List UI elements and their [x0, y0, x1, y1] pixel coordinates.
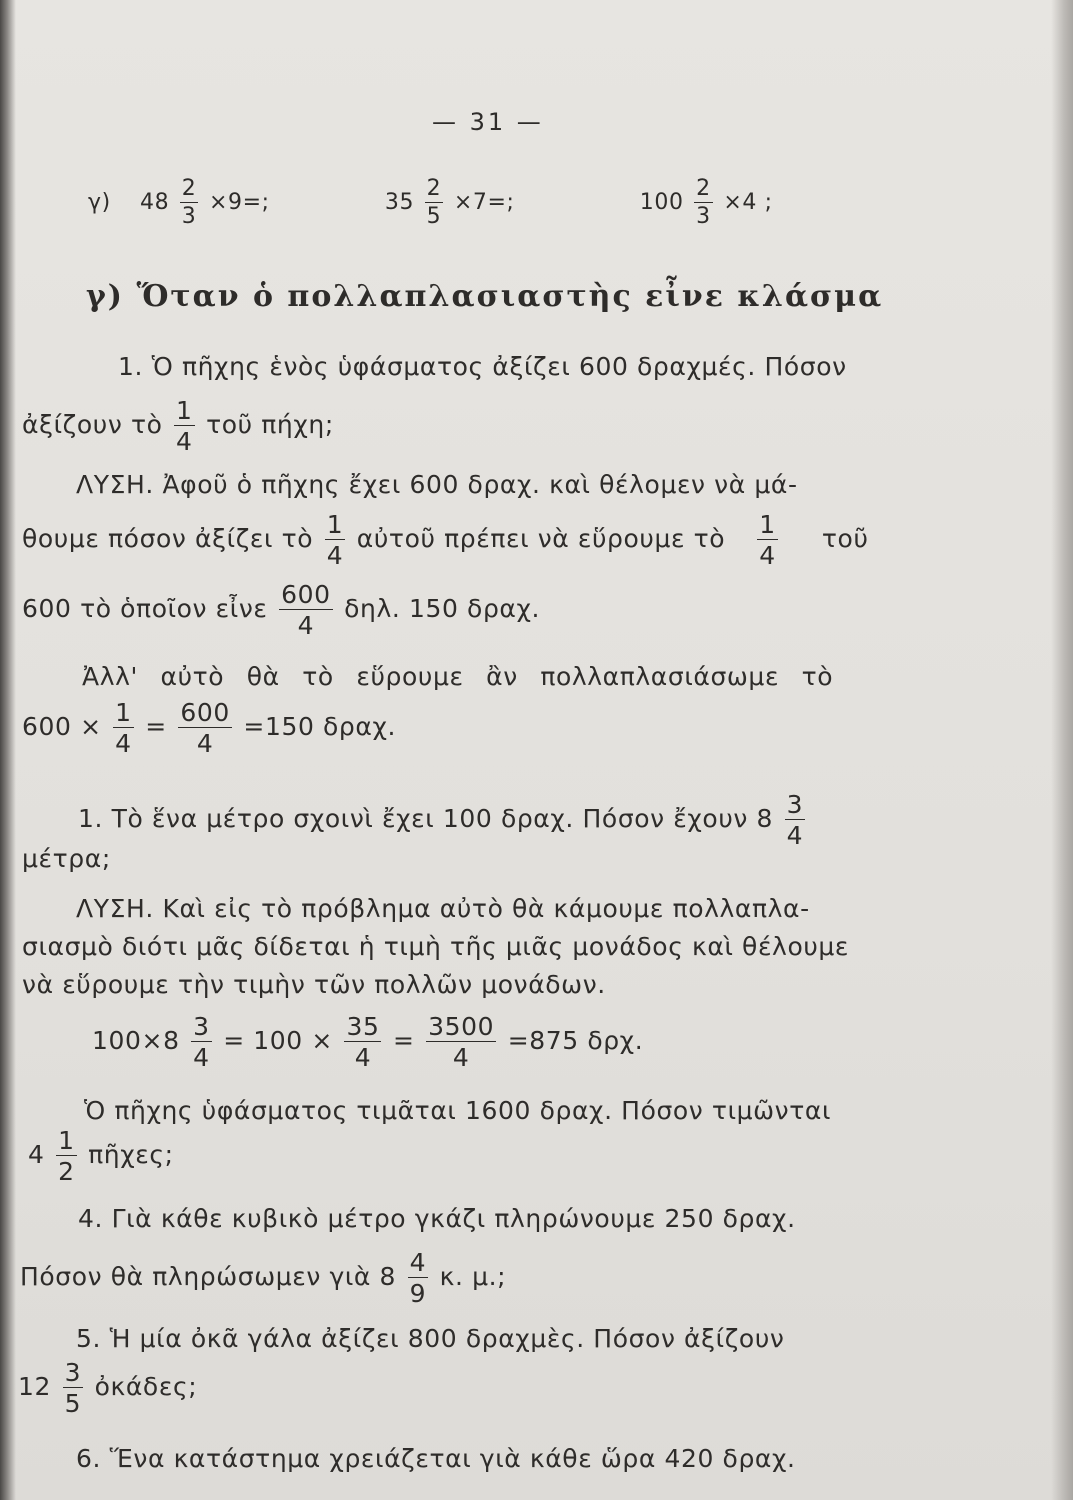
- problem-2-fraction: [785, 792, 806, 848]
- solution-2-line-1: ΛΥΣΗ. Καὶ εἰς τὸ πρόβλημα αὐτὸ θὰ κάμουμε πολλαπλα-: [76, 894, 810, 923]
- exercise-2-numerator: 2: [426, 176, 442, 201]
- binding-shadow: [0, 0, 16, 1500]
- exercise-3-denominator: 3: [696, 204, 711, 229]
- solution-1-fraction-3: [279, 582, 333, 638]
- solution-1-fraction-1: [325, 512, 346, 568]
- fraction-numerator: 1: [58, 1126, 75, 1155]
- exercise-2-whole: 35: [384, 190, 415, 215]
- fraction-numerator: 35: [346, 1012, 380, 1041]
- fraction-denominator: 4: [193, 1043, 210, 1072]
- fraction-numerator: 1: [176, 396, 193, 425]
- exercise-3-whole: 100: [639, 190, 684, 215]
- solution-1-text-b: αὐτοῦ πρέπει νὰ εὕρουμε τὸ: [356, 524, 726, 553]
- fraction-denominator: 4: [759, 541, 776, 570]
- exercise-3-numerator: 2: [696, 176, 711, 201]
- mixed-number-whole: 4: [28, 1140, 45, 1169]
- fraction-denominator: 4: [196, 729, 214, 758]
- equation-fraction-1: [191, 1014, 212, 1070]
- problem-4-line-1: 4. Γιὰ κάθε κυβικὸ μέτρο γκάζι πληρώνουμε 250 δραχ.: [78, 1204, 796, 1233]
- problem-5-text: ὀκάδες;: [94, 1372, 198, 1401]
- equals-sign: =: [145, 712, 167, 741]
- exercise-1-fraction: [180, 178, 199, 228]
- equation-result: =150 δραχ.: [243, 712, 397, 741]
- problem-2-line-2: μέτρα;: [22, 844, 111, 873]
- equation-term: 600 ×: [22, 712, 102, 741]
- fraction-denominator: 5: [64, 1389, 82, 1418]
- exercise-2-rest: ×7=;: [453, 190, 515, 215]
- solution-1-line-3: [22, 582, 540, 638]
- problem-1-text-b: τοῦ πήχη;: [206, 410, 334, 439]
- fraction-denominator: 4: [297, 611, 315, 640]
- fraction-numerator: 3: [64, 1358, 82, 1387]
- fraction-numerator: 3500: [428, 1012, 495, 1041]
- alternative-1-line-1: Ἀλλ' αὐτὸ θὰ τὸ εὕρουμε ἂν πολλαπλασιάσωμε τὸ: [82, 662, 834, 691]
- problem-4-fraction: [408, 1250, 429, 1306]
- fraction-numerator: 4: [409, 1248, 427, 1277]
- exercise-label: γ): [88, 190, 111, 215]
- problem-2-line-1: [78, 792, 808, 848]
- fraction-numerator: 600: [281, 580, 331, 609]
- fraction-denominator: 4: [452, 1043, 470, 1072]
- fraction-denominator: 9: [409, 1279, 427, 1308]
- problem-1-line-1: 1. Ὁ πῆχης ἑνὸς ὑφάσματος ἀξίζει 600 δραχμές. Πόσον: [118, 352, 847, 381]
- alternative-1-equation: [22, 700, 396, 756]
- exercise-1-numerator: 2: [181, 176, 197, 201]
- problem-1-line-2: [22, 398, 334, 454]
- exercise-1-whole: 48: [140, 190, 170, 215]
- solution-2-line-2: σιασμὸ διότι μᾶς δίδεται ἡ τιμὴ τῆς μιᾶς μονάδος καὶ θέλουμε: [22, 932, 850, 961]
- equals-sign: =: [393, 1026, 415, 1055]
- problem-5-fraction: [63, 1360, 84, 1416]
- fraction-denominator: 4: [115, 729, 132, 758]
- fraction-denominator: 4: [326, 541, 344, 570]
- problem-4-text: Πόσον θὰ πληρώσωμεν γιὰ 8: [20, 1262, 397, 1291]
- problem-1-text-a: ἀξίζουν τὸ: [22, 410, 163, 439]
- fraction-numerator: 1: [115, 698, 132, 727]
- solution-1-line-1: ΛΥΣΗ. Ἀφοῦ ὁ πῆχης ἔχει 600 δραχ. καὶ θέλομεν νὰ μά-: [76, 470, 798, 499]
- equation-term-2: = 100 ×: [223, 1026, 333, 1055]
- page-edge-shadow: [1051, 0, 1073, 1500]
- fraction-numerator: 1: [326, 510, 344, 539]
- fraction-denominator: 2: [58, 1157, 75, 1186]
- problem-4-line-2: [20, 1250, 506, 1306]
- fraction-denominator: 4: [786, 821, 804, 850]
- exercise-3-rest: ×4 ;: [723, 190, 773, 215]
- solution-1-fraction-2: [757, 512, 778, 568]
- exercise-2-denominator: 5: [426, 204, 442, 229]
- exercise-2-fraction: [425, 178, 444, 228]
- equation-fraction-2: [178, 700, 232, 756]
- exercise-1-rest: ×9=;: [209, 190, 270, 215]
- exercise-row: [88, 178, 773, 228]
- problem-3-text: πῆχες;: [88, 1140, 174, 1169]
- equation-term: 100×8: [92, 1026, 180, 1055]
- fraction-numerator: 1: [759, 510, 776, 539]
- exercise-1-denominator: 3: [181, 204, 197, 229]
- problem-2-text: 1. Τὸ ἕνα μέτρο σχοινὶ ἔχει 100 δραχ. Πόσον ἔχουν 8: [78, 804, 774, 833]
- solution-1-text-a: θουμε πόσον ἀξίζει τὸ: [22, 524, 314, 553]
- problem-5-line-1: 5. Ἡ μία ὀκᾶ γάλα ἀξίζει 800 δραχμὲς. Πόσον ἀξίζουν: [76, 1324, 785, 1353]
- mixed-number-whole: 12: [18, 1372, 52, 1401]
- problem-3-fraction: [56, 1128, 77, 1184]
- problem-6-line-1: 6. Ἕνα κατάστημα χρειάζεται γιὰ κάθε ὥρα 420 δραχ.: [76, 1444, 796, 1473]
- problem-3-line-1: Ὁ πῆχης ὑφάσματος τιμᾶται 1600 δραχ. Πόσον τιμῶνται: [84, 1096, 832, 1125]
- problem-5-line-2: [18, 1360, 197, 1416]
- page-number: — 31 —: [432, 108, 544, 136]
- fraction-numerator: 3: [193, 1012, 210, 1041]
- problem-1-fraction: [174, 398, 195, 454]
- problem-4-unit: κ. μ.;: [439, 1262, 507, 1291]
- solution-2-equation: [92, 1014, 643, 1070]
- fraction-numerator: 3: [786, 790, 804, 819]
- solution-1-text-e: δηλ. 150 δραχ.: [344, 594, 541, 623]
- solution-1-line-2: [22, 512, 869, 568]
- exercise-3-fraction: [694, 178, 713, 228]
- equation-fraction-3: [426, 1014, 496, 1070]
- solution-1-text-d: 600 τὸ ὁποῖον εἶνε: [22, 594, 268, 623]
- fraction-denominator: 4: [176, 427, 193, 456]
- solution-1-text-c: τοῦ: [821, 524, 869, 553]
- equation-fraction-2: [344, 1014, 381, 1070]
- equation-fraction-1: [113, 700, 134, 756]
- section-heading: γ) Ὅταν ὁ πολλαπλασιαστὴς εἶνε κλάσμα: [86, 279, 884, 314]
- fraction-numerator: 600: [180, 698, 230, 727]
- equation-result: =875 δρχ.: [507, 1026, 644, 1055]
- solution-2-line-3: νὰ εὕρουμε τὴν τιμὴν τῶν πολλῶν μονάδων.: [22, 970, 606, 999]
- problem-3-line-2: [28, 1128, 174, 1184]
- fraction-denominator: 4: [354, 1043, 372, 1072]
